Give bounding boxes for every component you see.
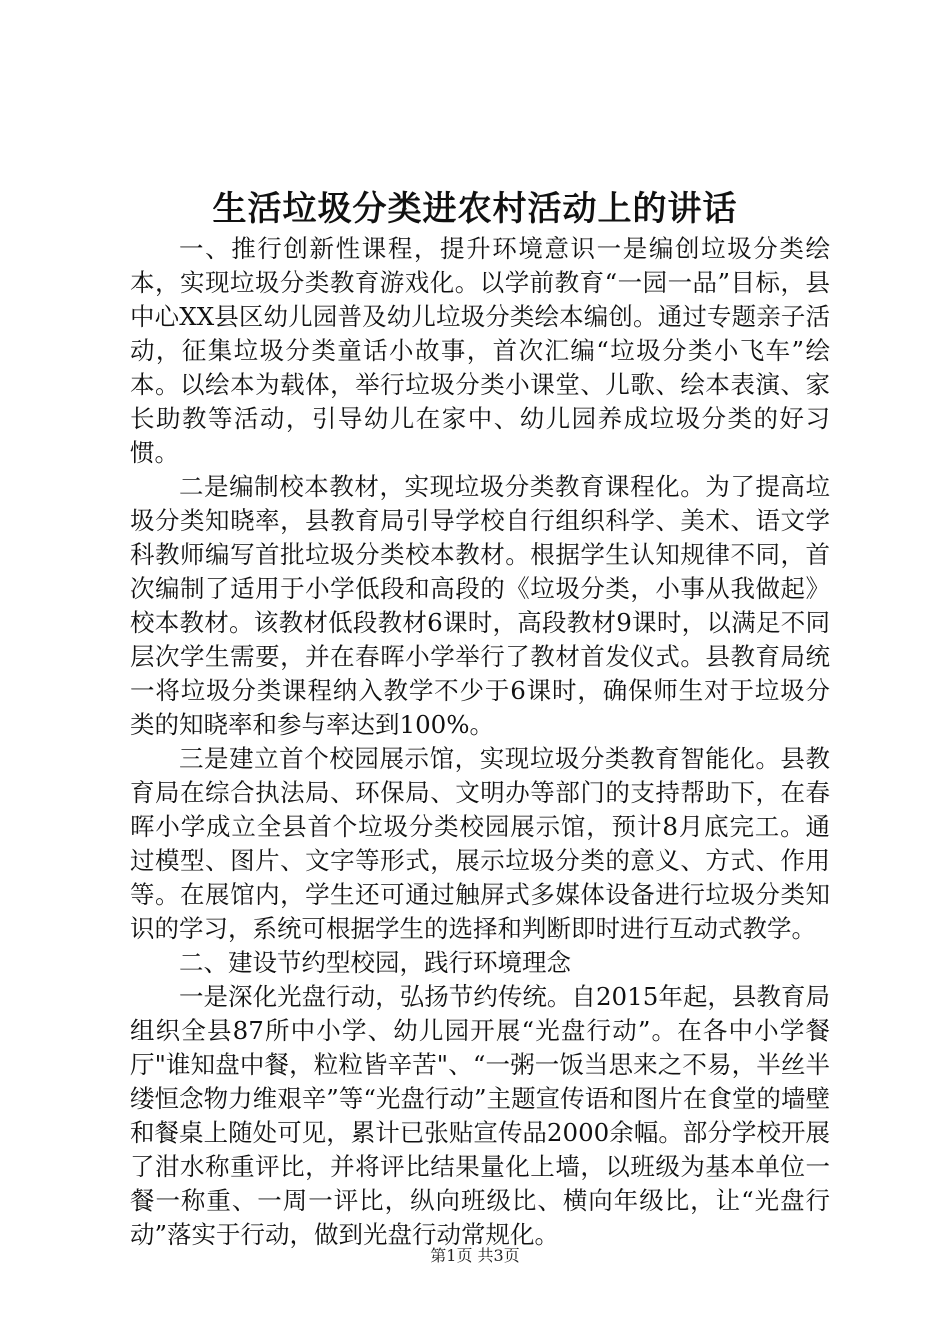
page-number-footer: 第1页 共3页 [430,1246,520,1265]
paragraph-1: 一、推行创新性课程，提升环境意识一是编创垃圾分类绘本，实现垃圾分类教育游戏化。以学前教育“一园一品”目标，县中心XX县区幼儿园普及幼儿垃圾分类绘本编创。通过专题亲子活动，征集垃圾分类童话小故事，首次汇编“垃圾分类小飞车”绘本。以绘本为载体，举行垃圾分类小课堂、儿歌、绘本表演、家长助教等活动，引导幼儿在家中、幼儿园养成垃圾分类的好习惯。 [130,234,830,467]
document-title: 生活垃圾分类进农村活动上的讲话 [212,189,738,229]
paragraph-3: 三是建立首个校园展示馆，实现垃圾分类教育智能化。县教育局在综合执法局、环保局、文明办等部门的支持帮助下，在春晖小学成立全县首个垃圾分类校园展示馆，预计8月底完工。通过模型、图片、文字等形式，展示垃圾分类的意义、方式、作用等。在展馆内，学生还可通过触屏式多媒体设备进行垃圾分类知识的学习，系统可根据学生的选择和判断即时进行互动式教学。 [130,744,830,943]
document-body [130,232,830,1252]
section-heading-2: 二、建设节约型校园，践行环境理念 [179,948,571,977]
paragraph-2: 二是编制校本教材，实现垃圾分类教育课程化。为了提高垃圾分类知晓率，县教育局引导学校自行组织科学、美术、语文学科教师编写首批垃圾分类校本教材。根据学生认知规律不同，首次编制了适用于小学低段和高段的《垃圾分类，小事从我做起》校本教材。该教材低段教材6课时，高段教材9课时，以满足不同层次学生需要，并在春晖小学举行了教材首发仪式。县教育局统一将垃圾分类课程纳入教学不少于6课时，确保师生对于垃圾分类的知晓率和参与率达到100%。 [130,472,830,739]
paragraph-4: 一是深化光盘行动，弘扬节约传统。自2015年起，县教育局组织全县87所中小学、幼儿园开展“光盘行动”。在各中小学餐厅"谁知盘中餐，粒粒皆辛苦"、“一粥一饭当思来之不易，半丝半缕恒念物力维艰辛”等“光盘行动”主题宣传语和图片在食堂的墙壁和餐桌上随处可见，累计已张贴宣传品2000余幅。部分学校开展了泔水称重评比，并将评比结果量化上墙，以班级为基本单位一餐一称重、一周一评比，纵向班级比、横向年级比，让“光盘行动”落实于行动，做到光盘行动常规化。 [130,982,830,1249]
